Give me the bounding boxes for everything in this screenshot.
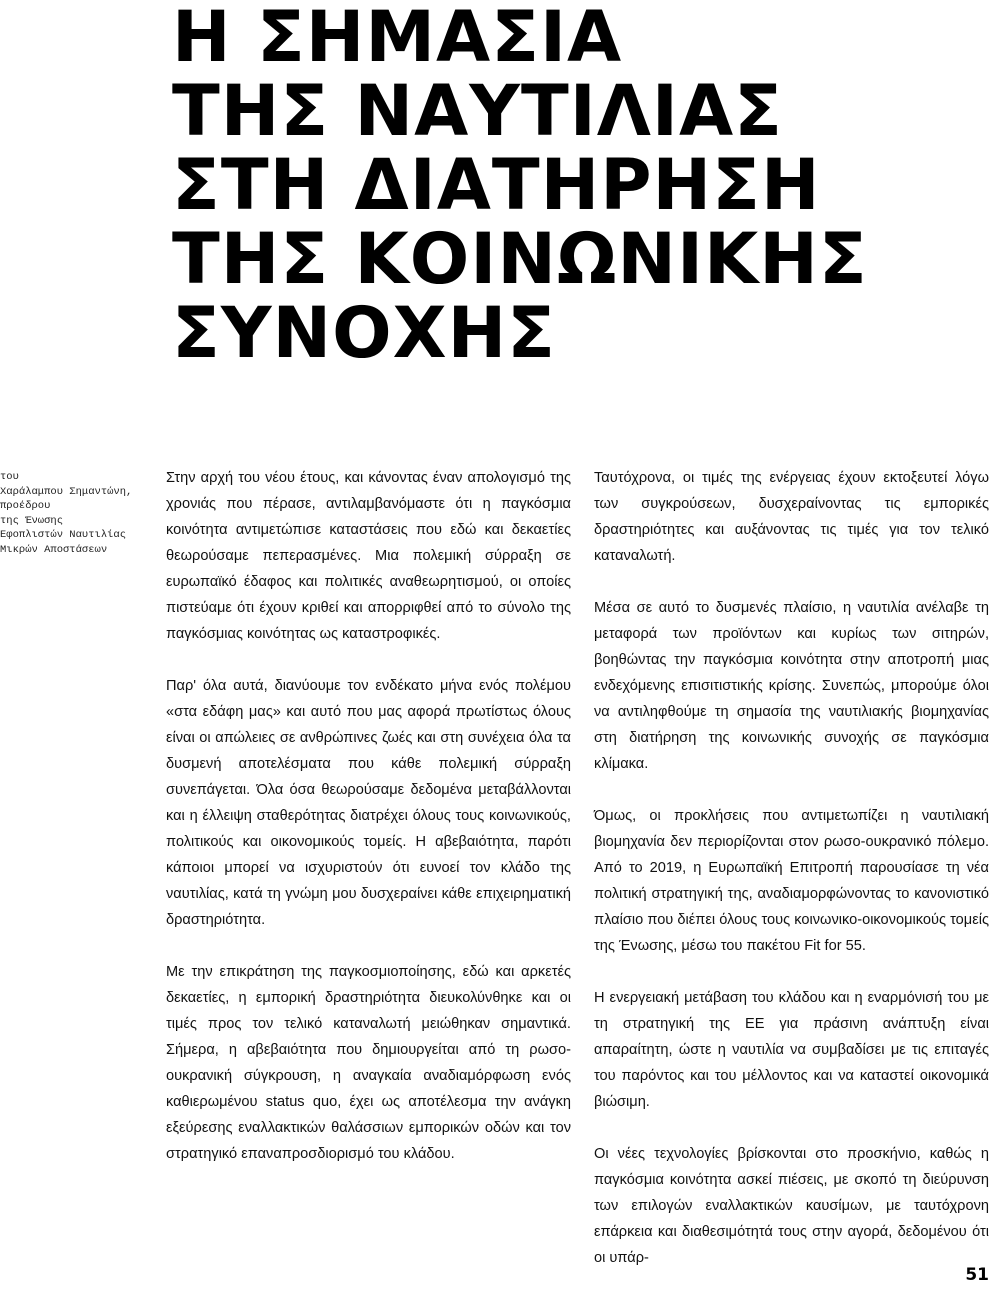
body-paragraph: Η ενεργειακή μετάβαση του κλάδου και η εναρμόνισή του με τη στρατηγική της ΕΕ για πράσινη ανάπτυξη είναι απαραίτητη, ώστε η ναυτιλία να συμβαδίσει με τις επιταγές του παρόντος και του μέλλοντος και να καταστεί οικονομικά βιώσιμη.: [594, 990, 989, 1110]
page-number: 51: [965, 1265, 989, 1285]
byline-line: Χαράλαμπου Σημαντώνη,: [0, 485, 133, 498]
title-line: Η ΣΗΜΑΣΙΑ: [172, 0, 623, 78]
body-paragraph: Ταυτόχρονα, οι τιμές της ενέργειας έχουν εκτοξευτεί λόγω των συγκρούσεων, δυσχεραίνοντας τις εμπορικές δραστηριότητες και αυξάνοντας τις τιμές για τον τελικό καταναλωτή.: [594, 470, 989, 564]
body-paragraph: Μέσα σε αυτό το δυσμενές πλαίσιο, η ναυτιλία ανέλαβε τη μεταφορά των προϊόντων και κυρίως των σιτηρών, βοηθώντας την παγκόσμια κοινότητα στην αποτροπή μιας ενδεχόμενης επισιτιστικής κρίσης. Συνεπώς, μπορούμε όλοι να αντιληφθούμε τη σημασία της ναυτιλιακής βιομηχανίας στη διατήρηση της κοινωνικής συνοχής σε παγκόσμια κλίμακα.: [594, 600, 989, 772]
title-line: ΤΗΣ ΚΟΙΝΩΝΙΚΗΣ: [172, 218, 868, 300]
body-paragraph: Στην αρχή του νέου έτους, και κάνοντας έναν απολογισμό της χρονιάς που πέρασε, αντιλαμβανόμαστε ότι η παγκόσμια κοινότητα αντιμετώπισε καταστάσεις που εδώ και δεκαετίες θεωρούσαμε πεπερασμένες. Μια πολεμική σύρραξη σε ευρωπαϊκό έδαφος και πολιτικές αναθεωρητισμού, οι οποίες πιστεύαμε ότι έχουν κριθεί και απορριφθεί από το σύνολο της παγκόσμιας κοινότητας ως καταστροφικές.: [166, 470, 571, 642]
left-text-column: [166, 465, 571, 1193]
byline-line: της Ένωσης: [0, 514, 64, 527]
body-paragraph: Παρ' όλα αυτά, διανύουμε τον ενδέκατο μήνα ενός πολέμου «στα εδάφη μας» και αυτό που μας αφορά πρωτίστως όλους είναι οι απώλειες σε ανθρώπινες ζωές και στη συνέχεια όλα τα δυσμενή αποτελέσματα που κάθε πολεμική σύρραξη συνεπάγεται. Όλα όσα θεωρούσαμε δεδομένα μεταβάλλονται και η έλλειψη σταθερότητας διατρέχει όλους τους κοινωνικούς, πολιτικούς και οικονομικούς τομείς. Η αβεβαιότητα, παρότι κάποιοι μπορεί να ισχυριστούν ότι ευνοεί τον κλάδο της ναυτιλίας, κατά τη γνώμη μου δυσχεραίνει κάθε επιχειρηματική δραστηριότητα.: [166, 678, 571, 928]
byline-line: Μικρών Αποστάσεων: [0, 543, 108, 556]
body-paragraph: Με την επικράτηση της παγκοσμιοποίησης, εδώ και αρκετές δεκαετίες, η εμπορική δραστηριότητα διευκολύνθηκε και οι τιμές προς τον τελικό καταναλωτή μειώθηκαν σημαντικά. Σήμερα, η αβεβαιότητα που δημιουργείται από τη ρωσο-ουκρανική σύγκρουση, η αναγκαία αναδιαμόρφωση ενός καθιερωμένου status quo, έχει ως αποτέλεσμα την ανάγκη εξεύρεσης εναλλακτικών θαλάσσιων εμπορικών οδών και τον στρατηγικό επαναπροσδιορισμό του κλάδου.: [166, 964, 571, 1162]
title-line: ΤΗΣ ΝΑΥΤΙΛΙΑΣ: [172, 70, 783, 152]
byline-line: του: [0, 471, 19, 483]
right-text-column: [594, 465, 989, 1297]
body-paragraph: Οι νέες τεχνολογίες βρίσκονται στο προσκήνιο, καθώς η παγκόσμια κοινότητα ασκεί πιέσεις, με σκοπό τη διεύρυνση των επιλογών εναλλακτικών καυσίμων, με ταυτόχρονη επάρκεια και διαθεσιμότητά τους στην αγορά, δεδομένου ότι οι υπάρ-: [594, 1146, 989, 1266]
byline-line: προέδρου: [0, 500, 51, 512]
body-paragraph: Όμως, οι προκλήσεις που αντιμετωπίζει η ναυτιλιακή βιομηχανία δεν περιορίζονται στον ρωσο-ουκρανικό πόλεμο. Από το 2019, η Ευρωπαϊκή Επιτροπή παρουσίασε τη νέα πολιτική στρατηγική της, αναδιαμορφώνοντας το κανονιστικό πλαίσιο που διέπει όλους τους κοινωνικο-οικονομικούς τομείς της Ένωσης, μέσω του πακέτου Fit for 55.: [594, 808, 989, 954]
byline-line: Εφοπλιστών Ναυτιλίας: [0, 529, 127, 541]
author-byline: [0, 470, 160, 557]
title-line: ΣΥΝΟΧΗΣ: [172, 292, 556, 374]
title-line: ΣΤΗ ΔΙΑΤΗΡΗΣΗ: [172, 144, 821, 226]
article-title: [172, 0, 972, 374]
